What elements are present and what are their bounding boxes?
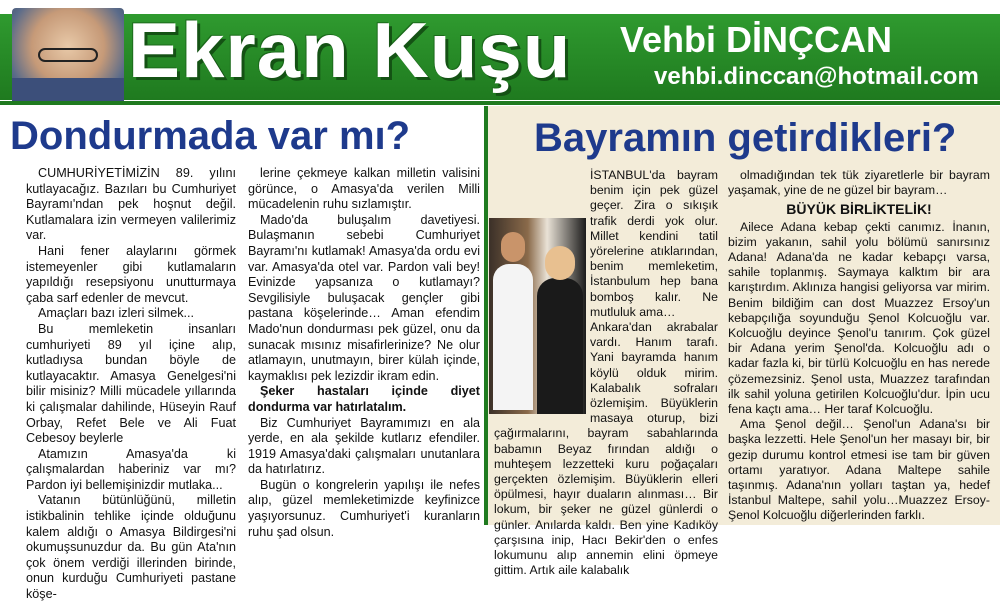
- paragraph: İSTANBUL'da bayram benim için pek güzel geçer. Zira o sıkışık trafik derdi yok olur. Millet kendini tatil yörelerine atıklarından, benim memleketim, İstanbulum hep bana bomboş kalır. Ne mutluluk ama…: [590, 168, 718, 319]
- paragraph: olmadığından tek tük ziyaretlerle bir bayram yaşamak, yine de ne güzel bir bayram…: [728, 168, 990, 198]
- paragraph: Amaçları bazı izleri silmek...: [38, 306, 195, 321]
- paragraph: Ailece Adana kebap çekti canımız. İnanın, bizim yakanın, sahil yolu bölümü sanırsınız Adana! Adana'da ne kadar kebapçı varsa, sahile toplanmış. Saymaya kalktım bir ara karıştırdım. Aklınıza hangisi geliyorsa var mirim. Benim bildiğim can dost Muazzez Ersoy'un kebapçılığa soyunduğu Şenol Kolcuoğlu var. Kolcuoğlu deyince Şenol'u tanırım. Çok güzel bir Adana yerim Şenol'da. Kolcuoğlu adı o kadar fazla ki, bir türlü Kolcuoğlu en has nerede çözemezsiniz. Şenol usta, Muazzez tarafından ilk sahil yoluna getirilen Kolcuoğlu'dur. İpin ucu fena kaçtı ama… Her taraf Kolcuoğlu.: [728, 219, 990, 417]
- column-title: Ekran Kuşu: [128, 6, 572, 94]
- glasses-icon: [38, 48, 98, 62]
- left-column-1: [26, 166, 236, 603]
- author-name: [620, 18, 892, 62]
- header-divider: [0, 101, 1000, 105]
- paragraph: Atamızın Amasya'da ki çalışmalardan haberiniz var mı? Pardon iyi bellemişinizdir mutlaka...: [26, 446, 236, 492]
- right-column-1: [494, 168, 718, 578]
- paragraph: Hani fener alaylarını görmek istemeyenler gibi kutlamaların yapıldığı resepsiyonu unutturmaya çaba sarf edenler de mevcut.: [26, 243, 236, 305]
- subheading: BÜYÜK BİRLİKTELİK!: [786, 201, 932, 218]
- author-email: vehbi.dinccan@hotmail.com: [654, 63, 979, 90]
- paragraph: Bu memleketin insanları cumhuriyeti 89 yıl içine alıp, kutladıysa bundan böyle de kutlayacaktır. Amasya Genelgesi'ni bilir misiniz? Milli mücadele yıllarında ki çalışmalar dahilinde, Hüseyin Rauf Orbay, Refet Bele ve Ali Fuat Cebesoy beylerle: [26, 321, 236, 446]
- paragraph: Vatanın bütünlüğünü, milletin istikbalinin tehlike içinde olduğunu kalem aldığı o Amasya Bildirgesi'ni okumuşsunuzdur da. Bu gün Ata'nın çok önem verdiği illerinden birinde, onun kurduğu Cumhuriyeti pastane köşe-: [26, 493, 236, 602]
- author-photo: [12, 8, 124, 104]
- paragraph: lerine çekmeye kalkan milletin valisini görünce, o Amasya'da verilen Milli mücadelenin ruhu sızlamıştır.: [248, 166, 480, 212]
- author-last: DİNÇCAN: [726, 19, 893, 60]
- right-article-border: [484, 106, 488, 525]
- paragraph: Ankara'dan akrabalar vardı. Hanım tarafı. Yani bayramda hanım köylü olduk mirim. Kalabalık sofraları özlemişim. Büyüklerin masaya oturup, bizi çağırmalarını, bayram sabahlarında babamın Beyaz fırından aldığı o muhteşem lezzetteki kuru poğaçaları gerçekten özlemişim. Büyüklerin elleri öpülmesi, hayır duaların alınması… Bir lokum, bir şeker ne güzel günlerdi o günler. Anılarda kaldı. Ben yine Kadıköy çarşısına inip, Hacı Bekir'den o enfes lokumunu alıp annemin elini öpmeye gittim. Artık aile kalabalık: [494, 320, 718, 578]
- photo-spacer: [494, 216, 590, 412]
- right-article-title: Bayramın getirdikleri?: [534, 116, 957, 160]
- paragraph: Biz Cumhuriyet Bayramımızı en ala yerde, en ala şekilde kutlarız efendiler. 1919 Amasya'daki çalışmaları unutanlara da hatırlatırız.: [248, 415, 480, 477]
- paragraph: Ama Şenol değil… Şenol'un Adana'sı bir başka lezzetti. Hele Şenol'un her masayı bir, bir gezip durumu kontrol etmesi ise tam bir güven ortamı yaratıyor. Adana Maltepe sahile taşınmış. Adana'nın yolları taştan ya, hedef İstanbul Maltepe, sahil yolu…Muazzez Ersoy-Şenol Kolcuoğlu diğerlerinden farklı.: [728, 417, 990, 523]
- left-article-title: Dondurmada var mı?: [10, 114, 411, 158]
- paragraph: CUMHURİYETİMİZİN 89. yılını kutlayacağız. Bazıları bu Cumhuriyet Bayramı'ndan pek hoşnut değil. Kutlamalara izin vermeyen valilerimiz var.: [26, 166, 236, 243]
- paragraph-bold: Şeker hastaları içinde diyet dondurma var hatırlatalım.: [248, 384, 480, 414]
- left-column-2: [248, 166, 480, 540]
- right-column-2: [728, 168, 990, 524]
- paragraph: Bugün o kongrelerin yapılışı ile nefes alıp, güzel memleketimizde keyfinizce yaşıyorsunuz. Cumhuriyet'i kuranların ruhu şad olsun.: [248, 477, 480, 539]
- paragraph: Mado'da buluşalım davetiyesi. Bulaşmanın sebebi Cumhuriyet Bayramı'nı kutlamak! Amasya'da ordu evi var. Amasya'da otel var. Pardon vali bey! Evinizde yapsanıza o kutlamayı? Sevgilisiyle buluşacak gençler gibi pastana köşelerinde… Aman efendim Mado'nun dondurması pek güzel, onu da sunacak mısınız misafirlerinize? Ne olur atlamayın, unutmayın, birer külah içinde, kaymaklısı pek lezizdir ikram edin.: [248, 212, 480, 383]
- author-first: Vehbi: [620, 19, 727, 60]
